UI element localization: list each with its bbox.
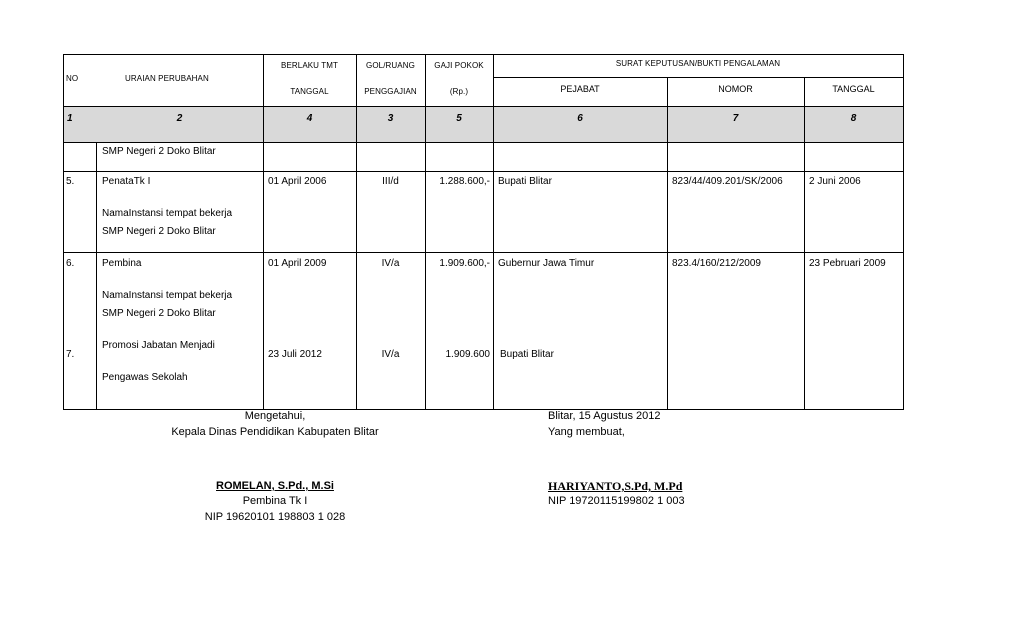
row5-tanggal: 2 Juni 2006 bbox=[809, 176, 861, 187]
col-number: 4 bbox=[306, 113, 313, 124]
row6-uraian-pangkat: Pembina bbox=[102, 258, 142, 269]
left-sig-mengetahui: Mengetahui, bbox=[244, 410, 306, 422]
left-sig-name: ROMELAN, S.Pd., M.Si bbox=[216, 480, 334, 492]
col-number: 3 bbox=[387, 113, 394, 124]
row7-tmt: 23 Juli 2012 bbox=[268, 349, 322, 360]
col-number: 1 bbox=[67, 113, 73, 124]
col-number: 2 bbox=[176, 113, 183, 124]
header-tanggal: TANGGAL bbox=[832, 84, 875, 94]
row7-gol: IV/a bbox=[381, 349, 400, 360]
header-bottom-border bbox=[63, 106, 904, 107]
row5-pejabat: Bupati Blitar bbox=[498, 176, 552, 187]
left-sig-nip: NIP 19620101 198803 1 028 bbox=[204, 511, 346, 523]
row6-gol: IV/a bbox=[381, 258, 400, 269]
header-surat-keputusan: SURAT KEPUTUSAN/BUKTI PENGALAMAN bbox=[615, 59, 781, 68]
row5-nomor: 823/44/409.201/SK/2006 bbox=[672, 176, 783, 187]
row6-gaji: 1.909.600,- bbox=[439, 258, 490, 269]
row6-uraian-instansi-label: NamaInstansi tempat bekerja bbox=[102, 290, 233, 301]
header-uraian: URAIAN PERUBAHAN bbox=[125, 74, 209, 83]
prev-row-uraian: SMP Negeri 2 Doko Blitar bbox=[102, 146, 216, 157]
col-number: 5 bbox=[456, 113, 462, 124]
row6-tanggal: 23 Pebruari 2009 bbox=[809, 258, 886, 269]
row5-uraian-instansi: SMP Negeri 2 Doko Blitar bbox=[102, 226, 216, 237]
right-sig-maker: Yang membuat, bbox=[548, 426, 625, 438]
col-border bbox=[493, 54, 494, 410]
row5-gaji: 1.288.600,- bbox=[439, 176, 490, 187]
row5-uraian-instansi-label: NamaInstansi tempat bekerja bbox=[102, 208, 233, 219]
col-border bbox=[63, 54, 64, 410]
row6-nomor: 823.4/160/212/2009 bbox=[672, 258, 761, 269]
row7-gaji: 1.909.600 bbox=[445, 349, 490, 360]
row7-no: 7. bbox=[66, 349, 75, 360]
header-no: NO bbox=[66, 74, 79, 83]
col-border bbox=[804, 77, 805, 410]
right-sig-place-date: Blitar, 15 Agustus 2012 bbox=[548, 410, 661, 422]
row5-gol: III/d bbox=[382, 176, 399, 187]
col-number: 7 bbox=[732, 113, 739, 124]
header-gol-penggajian: PENGGAJIAN bbox=[364, 87, 417, 96]
left-sig-rank: Pembina Tk I bbox=[242, 495, 308, 507]
row-divider bbox=[63, 252, 904, 253]
right-sig-nip: NIP 19720115199802 1 003 bbox=[548, 495, 685, 507]
left-sig-position: Kepala Dinas Pendidikan Kabupaten Blitar bbox=[171, 426, 379, 438]
header-pejabat: PEJABAT bbox=[560, 84, 600, 94]
header-gaji: GAJI POKOK bbox=[434, 61, 484, 70]
col-border bbox=[96, 142, 97, 410]
row-divider bbox=[63, 171, 904, 172]
header-gol: GOL/RUANG bbox=[366, 61, 415, 70]
table-top-border bbox=[63, 54, 904, 55]
header-berlaku: BERLAKU TMT bbox=[281, 61, 338, 70]
row7-pejabat: Bupati Blitar bbox=[500, 349, 554, 360]
row5-uraian-pangkat: PenataTk I bbox=[102, 176, 151, 187]
col-border bbox=[263, 54, 264, 410]
row6-no: 6. bbox=[66, 258, 75, 269]
row7-uraian-jabatan: Pengawas Sekolah bbox=[102, 372, 188, 383]
row6-pejabat: Gubernur Jawa Timur bbox=[498, 258, 595, 269]
header-nomor: NOMOR bbox=[718, 84, 753, 94]
header-berlaku-tanggal: TANGGAL bbox=[290, 87, 329, 96]
header-gaji-rp: (Rp.) bbox=[449, 87, 469, 96]
right-sig-name: HARIYANTO,S.Pd, M.Pd bbox=[548, 479, 683, 493]
col-number: 8 bbox=[850, 113, 857, 124]
row6-uraian-instansi: SMP Negeri 2 Doko Blitar bbox=[102, 308, 216, 319]
col-border bbox=[903, 54, 904, 410]
row7-uraian-promosi: Promosi Jabatan Menjadi bbox=[102, 340, 215, 351]
col-number: 6 bbox=[577, 113, 583, 124]
row6-tmt: 01 April 2009 bbox=[268, 258, 327, 269]
surat-subheader-line bbox=[493, 77, 904, 78]
number-band-bottom-border bbox=[63, 142, 904, 143]
row5-no: 5. bbox=[66, 176, 75, 187]
row5-tmt: 01 April 2006 bbox=[268, 176, 327, 187]
col-border bbox=[667, 77, 668, 410]
